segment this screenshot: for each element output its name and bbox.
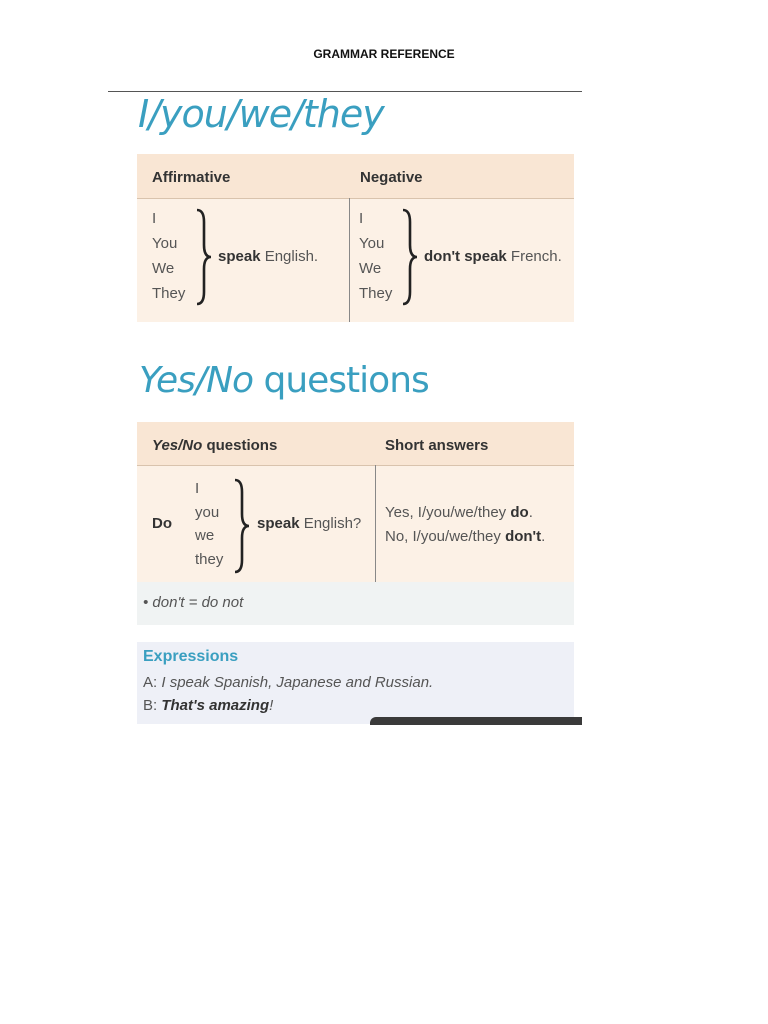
question-phrase: speak English?	[257, 515, 362, 532]
auxiliary-do: Do	[152, 515, 172, 532]
table-header-row	[137, 154, 574, 199]
pronoun: They	[152, 285, 186, 302]
pronoun: we	[195, 527, 215, 544]
section-title-questions: Yes/No questions	[139, 360, 429, 401]
dialogue-line-a: A: I speak Spanish, Japanese and Russian.	[143, 674, 434, 691]
affirmative-negative-table	[137, 154, 574, 322]
negative-pronoun-list	[359, 206, 392, 306]
col-header-questions: Yes/No questions	[152, 437, 278, 454]
contraction-note: • don't = do not	[143, 594, 244, 611]
expressions-title: Expressions	[143, 648, 239, 665]
short-answer-yes: Yes, I/you/we/they do.	[385, 504, 533, 521]
pronoun: I	[195, 480, 200, 497]
curly-brace-icon	[399, 208, 419, 306]
col-header-short-answers: Short answers	[385, 437, 489, 454]
curly-brace-icon	[193, 208, 213, 306]
pronoun: they	[195, 550, 224, 568]
col-header-affirmative: Affirmative	[152, 169, 231, 186]
column-divider	[375, 465, 376, 582]
table-header-row	[137, 422, 574, 466]
pronoun: You	[152, 235, 178, 252]
col-header-negative: Negative	[360, 169, 423, 186]
note-band	[137, 582, 574, 625]
negative-phrase: don't speak French.	[424, 248, 562, 265]
pronoun: I	[152, 210, 157, 227]
column-divider	[349, 198, 350, 322]
dialogue-line-b: B: That's amazing!	[143, 697, 274, 714]
section-title-pronouns: I/you/we/they	[138, 92, 384, 136]
question-pronoun-list	[195, 477, 223, 571]
affirmative-phrase: speak English.	[218, 248, 319, 265]
pronoun: We	[152, 260, 175, 277]
pronoun: You	[359, 235, 385, 252]
affirmative-pronoun-list	[152, 206, 185, 306]
short-answer-no: No, I/you/we/they don't.	[385, 528, 546, 545]
pronoun: you	[195, 503, 220, 521]
pronoun: We	[359, 260, 382, 277]
questions-table	[137, 422, 574, 582]
pronoun: I	[359, 210, 364, 227]
curly-brace-icon	[231, 478, 251, 574]
expressions-box	[137, 642, 574, 724]
dark-overlay-bar	[370, 717, 582, 725]
pronoun: They	[359, 285, 393, 302]
page-header: GRAMMAR REFERENCE	[313, 47, 455, 61]
